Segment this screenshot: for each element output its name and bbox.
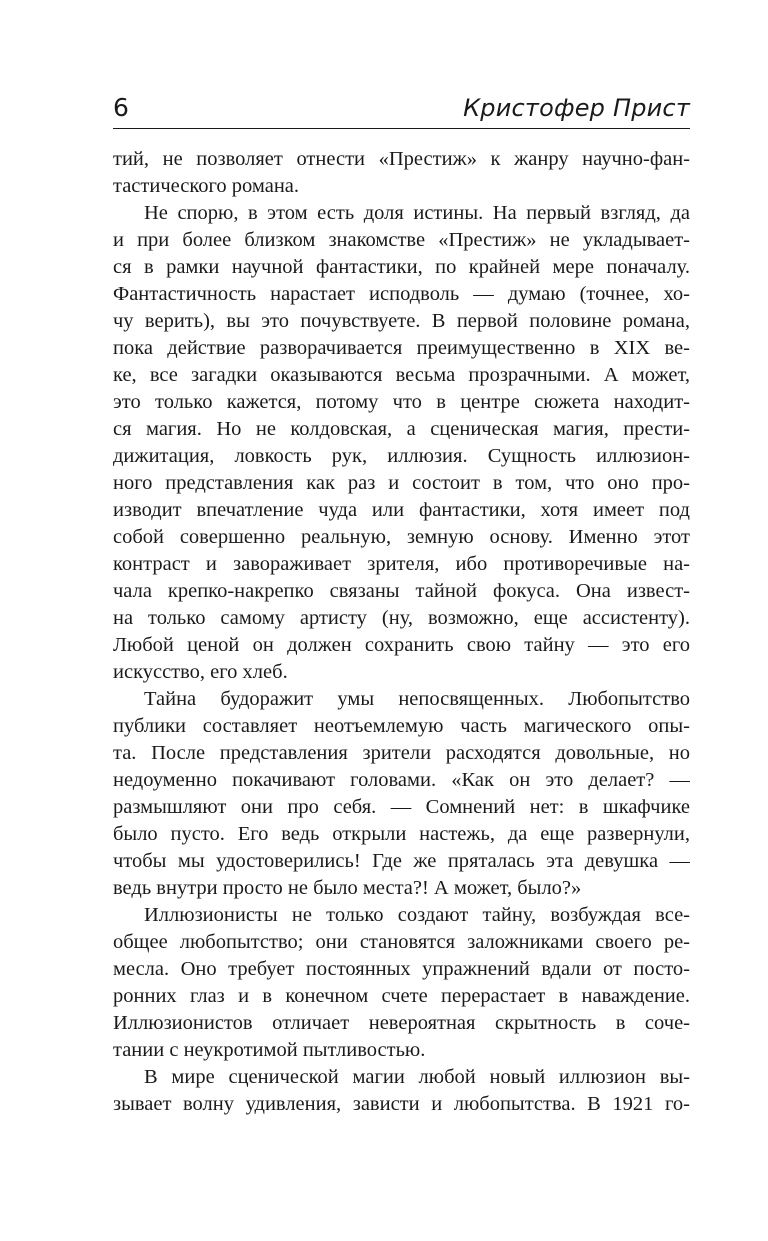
text-line: зывает волну удивления, зависти и любопытства. В 1921 го-: [113, 1093, 690, 1115]
text-line: Фантастичность нарастает исподволь — думаю (точнее, хо-: [113, 283, 690, 305]
text-line: общее любопытство; они становятся заложниками своего ре-: [113, 931, 690, 953]
text-line: пока действие разворачивается преимущественно в XIX ве-: [113, 337, 690, 359]
text-line: ся магия. Но не колдовская, а сценическая магия, прести-: [113, 418, 690, 440]
text-line: ного представления как раз и состоит в том, что оно про-: [113, 472, 690, 494]
text-line: на только самому артисту (ну, возможно, еще ассистенту).: [113, 607, 690, 629]
text-line: искусство, его хлеб.: [113, 661, 288, 683]
text-line: ронних глаз и в конечном счете перерастает в наваждение.: [113, 985, 690, 1007]
text-line: В мире сценической магии любой новый иллюзион вы-: [144, 1066, 690, 1088]
text-line: Не спорю, в этом есть доля истины. На первый взгляд, да: [144, 202, 690, 224]
text-line: это только кажется, потому что в центре сюжета находит-: [113, 391, 690, 413]
text-line: контраст и завораживает зрителя, ибо противоречивые на-: [113, 553, 690, 575]
text-line: было пусто. Его ведь открыли настежь, да еще развернули,: [113, 823, 690, 845]
text-line: Любой ценой он должен сохранить свою тайну — это его: [113, 634, 690, 656]
text-line: собой совершенно реальную, земную основу. Именно этот: [113, 526, 690, 548]
text-line: тании с неукротимой пытливостью.: [113, 1039, 426, 1061]
text-line: месла. Оно требует постоянных упражнений вдали от посто-: [113, 958, 690, 980]
body-text: [113, 146, 690, 1118]
text-line: публики составляет неотъемлемую часть магического опы-: [113, 715, 690, 737]
text-line: ке, все загадки оказываются весьма прозрачными. А может,: [113, 364, 690, 386]
text-line: и при более близком знакомстве «Престиж» не укладывает-: [113, 229, 690, 251]
text-line: недоуменно покачивают головами. «Как он это делает? —: [113, 769, 690, 791]
text-line: изводит впечатление чуда или фантастики, хотя имеет под: [113, 499, 690, 521]
text-line: ведь внутри просто не было места?! А может, было?»: [113, 877, 582, 899]
text-line: дижитация, ловкость рук, иллюзия. Сущность иллюзион-: [113, 445, 690, 467]
text-line: та. После представления зрители расходятся довольные, но: [113, 742, 690, 764]
header-rule: [113, 128, 690, 129]
text-line: чала крепко-накрепко связаны тайной фокуса. Она извест-: [113, 580, 690, 602]
running-head-author: Кристофер Прист: [463, 94, 690, 122]
text-line: Тайна будоражит умы непосвященных. Любопытство: [144, 688, 690, 710]
text-line: Иллюзионистов отличает невероятная скрытность в соче-: [113, 1012, 690, 1034]
text-line: чу верить), вы это почувствуете. В первой половине романа,: [113, 310, 690, 332]
text-line: ся в рамки научной фантастики, по крайней мере поначалу.: [113, 256, 690, 278]
text-line: тий, не позволяет отнести «Престиж» к жанру научно-фан-: [113, 148, 690, 170]
text-line: Иллюзионисты не только создают тайну, возбуждая все-: [144, 904, 690, 926]
text-line: чтобы мы удостоверились! Где же пряталась эта девушка —: [113, 850, 690, 872]
text-line: тастического романа.: [113, 175, 300, 197]
text-line: размышляют они про себя. — Сомнений нет: в шкафчике: [113, 796, 690, 818]
page-number: 6: [113, 93, 129, 122]
page-header: [113, 92, 690, 128]
